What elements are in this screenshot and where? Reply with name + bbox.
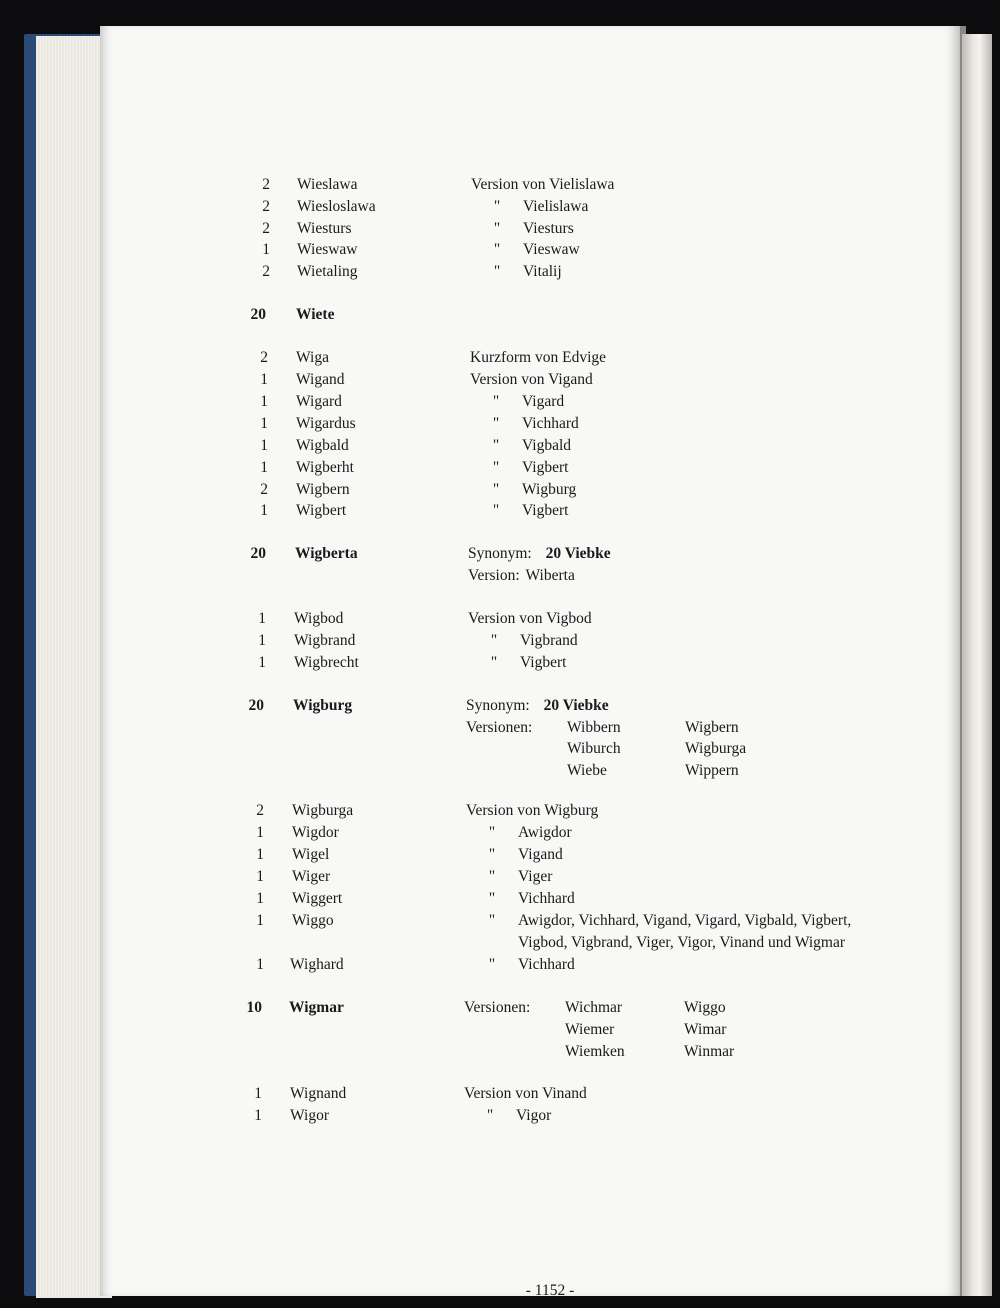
entry-name: Wigbrand <box>294 632 356 649</box>
ditto-mark: " <box>493 263 501 280</box>
entry-reference: Vigbert <box>522 459 569 476</box>
entry-synonym <box>466 697 609 715</box>
ditto-mark: " <box>492 437 500 454</box>
entry-name: Wigbert <box>296 502 347 519</box>
entry-count: 20 <box>250 545 266 562</box>
entry-name: Wiete <box>296 306 335 323</box>
entry-description <box>466 824 572 842</box>
ditto-mark: " <box>486 1107 494 1124</box>
entry-description <box>471 220 574 238</box>
entry-description <box>466 868 552 886</box>
entry-description: Kurzform von Edvige <box>470 349 607 366</box>
entry-name: Wietaling <box>297 263 358 280</box>
entry-count: 2 <box>260 481 268 498</box>
version-value: Winmar <box>684 1043 735 1060</box>
entry-description: Version von Vigand <box>470 371 593 388</box>
ditto-mark: " <box>492 415 500 432</box>
ditto-mark: " <box>490 654 498 671</box>
entry-description <box>466 956 575 974</box>
ditto-mark: " <box>492 481 500 498</box>
entry-count: 1 <box>254 1085 262 1102</box>
entry-count: 1 <box>260 393 268 410</box>
entry-reference: Vigand <box>518 846 563 863</box>
entry-description <box>471 241 580 259</box>
version-value: Wiberta <box>525 567 575 584</box>
entry-description <box>470 459 568 477</box>
entry-name: Wigard <box>296 393 342 410</box>
versions-label: Versionen: <box>466 719 533 736</box>
entry-description: Version von Vinand <box>464 1085 587 1102</box>
entry-count: 10 <box>246 999 262 1016</box>
entry-count: 2 <box>262 263 270 280</box>
version-value: Wimar <box>684 1021 727 1038</box>
ditto-mark: " <box>492 393 500 410</box>
entry-count: 1 <box>256 890 264 907</box>
synonym-label: Synonym: <box>466 697 530 714</box>
entry-name: Wigberta <box>295 545 358 562</box>
entry-count: 1 <box>256 912 264 929</box>
entry-count: 1 <box>254 1107 262 1124</box>
entry-reference: Vitalij <box>523 263 562 280</box>
entry-count: 20 <box>248 697 264 714</box>
entry-name: Wigberht <box>296 459 354 476</box>
ditto-mark: " <box>488 956 496 973</box>
entry-description <box>464 1107 551 1125</box>
entry-reference: Vigbald <box>522 437 572 454</box>
entry-reference: Vigard <box>522 393 565 410</box>
entry-count: 1 <box>260 415 268 432</box>
entry-reference: Viesturs <box>523 220 574 237</box>
entry-description: Version von Vigbod <box>468 610 592 627</box>
ditto-mark: " <box>493 241 501 258</box>
synonym-value: 20 Viebke <box>543 697 609 714</box>
entry-description <box>466 890 575 908</box>
ditto-mark: " <box>492 502 500 519</box>
ditto-mark: " <box>488 890 496 907</box>
entry-version <box>468 567 575 585</box>
entry-name: Wigel <box>292 846 330 863</box>
book-page <box>100 26 962 1299</box>
entry-name: Wieslawa <box>297 176 358 193</box>
entry-name: Wigand <box>296 371 345 388</box>
entry-description <box>470 437 571 455</box>
ditto-mark: " <box>493 198 501 215</box>
entry-name: Wiggert <box>292 890 343 907</box>
entry-reference: Wigburg <box>522 481 577 498</box>
entry-reference: Awigdor, Vichhard, Vigand, Vigard, Vigbald, Vigbert, <box>518 912 852 929</box>
entry-synonym <box>468 545 611 563</box>
entry-reference: Vielislawa <box>523 198 589 215</box>
version-value: Wiggo <box>684 999 726 1016</box>
entry-name: Wigbald <box>296 437 349 454</box>
version-label: Version: <box>468 567 520 584</box>
entry-name: Wigburg <box>293 697 353 714</box>
entry-description <box>471 263 562 281</box>
entry-name: Wigdor <box>292 824 339 841</box>
entry-count: 1 <box>256 956 264 973</box>
entry-description: Version von Wigburg <box>466 802 599 819</box>
entry-reference: Vichhard <box>518 956 575 973</box>
entry-count: 1 <box>260 437 268 454</box>
entry-reference: Vigbert <box>522 502 569 519</box>
versions-label: Versionen: <box>464 999 531 1016</box>
entry-count: 2 <box>262 176 270 193</box>
version-value: Wibbern <box>567 719 621 736</box>
entry-name: Wiger <box>292 868 331 885</box>
entry-name: Wigburga <box>292 802 354 819</box>
version-value: Wiemken <box>565 1043 625 1060</box>
entry-count: 1 <box>260 371 268 388</box>
entry-count: 1 <box>258 632 266 649</box>
entry-reference: Vigbert <box>520 654 567 671</box>
entry-name: Wigbrecht <box>294 654 359 671</box>
entry-count: 1 <box>256 868 264 885</box>
page-number: - 1152 - <box>525 1282 575 1299</box>
ditto-mark: " <box>492 459 500 476</box>
entry-count: 1 <box>260 459 268 476</box>
entry-count: 1 <box>260 502 268 519</box>
version-value: Wichmar <box>565 999 623 1016</box>
entry-name: Wigbern <box>296 481 350 498</box>
entry-count: 1 <box>258 654 266 671</box>
entry-reference: Vigbrand <box>520 632 578 649</box>
entry-count: 1 <box>256 846 264 863</box>
entry-description <box>468 654 566 672</box>
ditto-mark: " <box>488 846 496 863</box>
entry-description <box>466 912 851 930</box>
entry-count: 2 <box>262 198 270 215</box>
version-value: Wippern <box>685 762 739 779</box>
version-value: Wiburch <box>567 740 621 757</box>
entry-description <box>470 502 568 520</box>
facing-page-edge <box>962 34 992 1296</box>
synonym-label: Synonym: <box>468 545 532 562</box>
entry-name: Wiesturs <box>297 220 352 237</box>
ditto-mark: " <box>488 868 496 885</box>
version-value: Wiemer <box>565 1021 615 1038</box>
version-value: Wiebe <box>567 762 607 779</box>
entry-count: 1 <box>256 824 264 841</box>
entry-count: 2 <box>262 220 270 237</box>
entry-name: Wiggo <box>292 912 334 929</box>
ditto-mark: " <box>488 912 496 929</box>
entry-count: 2 <box>256 802 264 819</box>
ditto-mark: " <box>488 824 496 841</box>
version-value: Wigburga <box>685 740 747 757</box>
entry-description <box>470 393 564 411</box>
entry-reference: Vieswaw <box>523 241 580 258</box>
entry-reference: Vichhard <box>522 415 579 432</box>
version-value: Wigbern <box>685 719 739 736</box>
entry-description <box>471 198 588 216</box>
entry-description <box>468 632 578 650</box>
ditto-mark: " <box>493 220 501 237</box>
entry-count: 2 <box>260 349 268 366</box>
entry-name: Wigardus <box>296 415 356 432</box>
entry-reference: Vigbod, Vigbrand, Viger, Vigor, Vinand und Wigmar <box>518 934 845 951</box>
entry-count: 1 <box>258 610 266 627</box>
entry-reference: Vichhard <box>518 890 575 907</box>
entry-name: Wigbod <box>294 610 344 627</box>
entry-name: Wieswaw <box>297 241 358 258</box>
entry-reference: Awigdor <box>518 824 572 841</box>
entry-name: Wiga <box>296 349 329 366</box>
entry-description: Version von Vielislawa <box>471 176 615 193</box>
entry-description <box>470 415 579 433</box>
entry-description <box>466 846 563 864</box>
synonym-value: 20 Viebke <box>545 545 611 562</box>
entry-count: 20 <box>250 306 266 323</box>
entry-description <box>470 481 576 499</box>
entry-reference: Vigor <box>516 1107 552 1124</box>
entry-reference: Viger <box>518 868 553 885</box>
entry-name: Wigmar <box>289 999 344 1016</box>
entry-name: Wiesloslawa <box>297 198 376 215</box>
entry-name: Wighard <box>290 956 344 973</box>
entry-count: 1 <box>262 241 270 258</box>
entry-name: Wigor <box>290 1107 329 1124</box>
ditto-mark: " <box>490 632 498 649</box>
entry-name: Wignand <box>290 1085 347 1102</box>
